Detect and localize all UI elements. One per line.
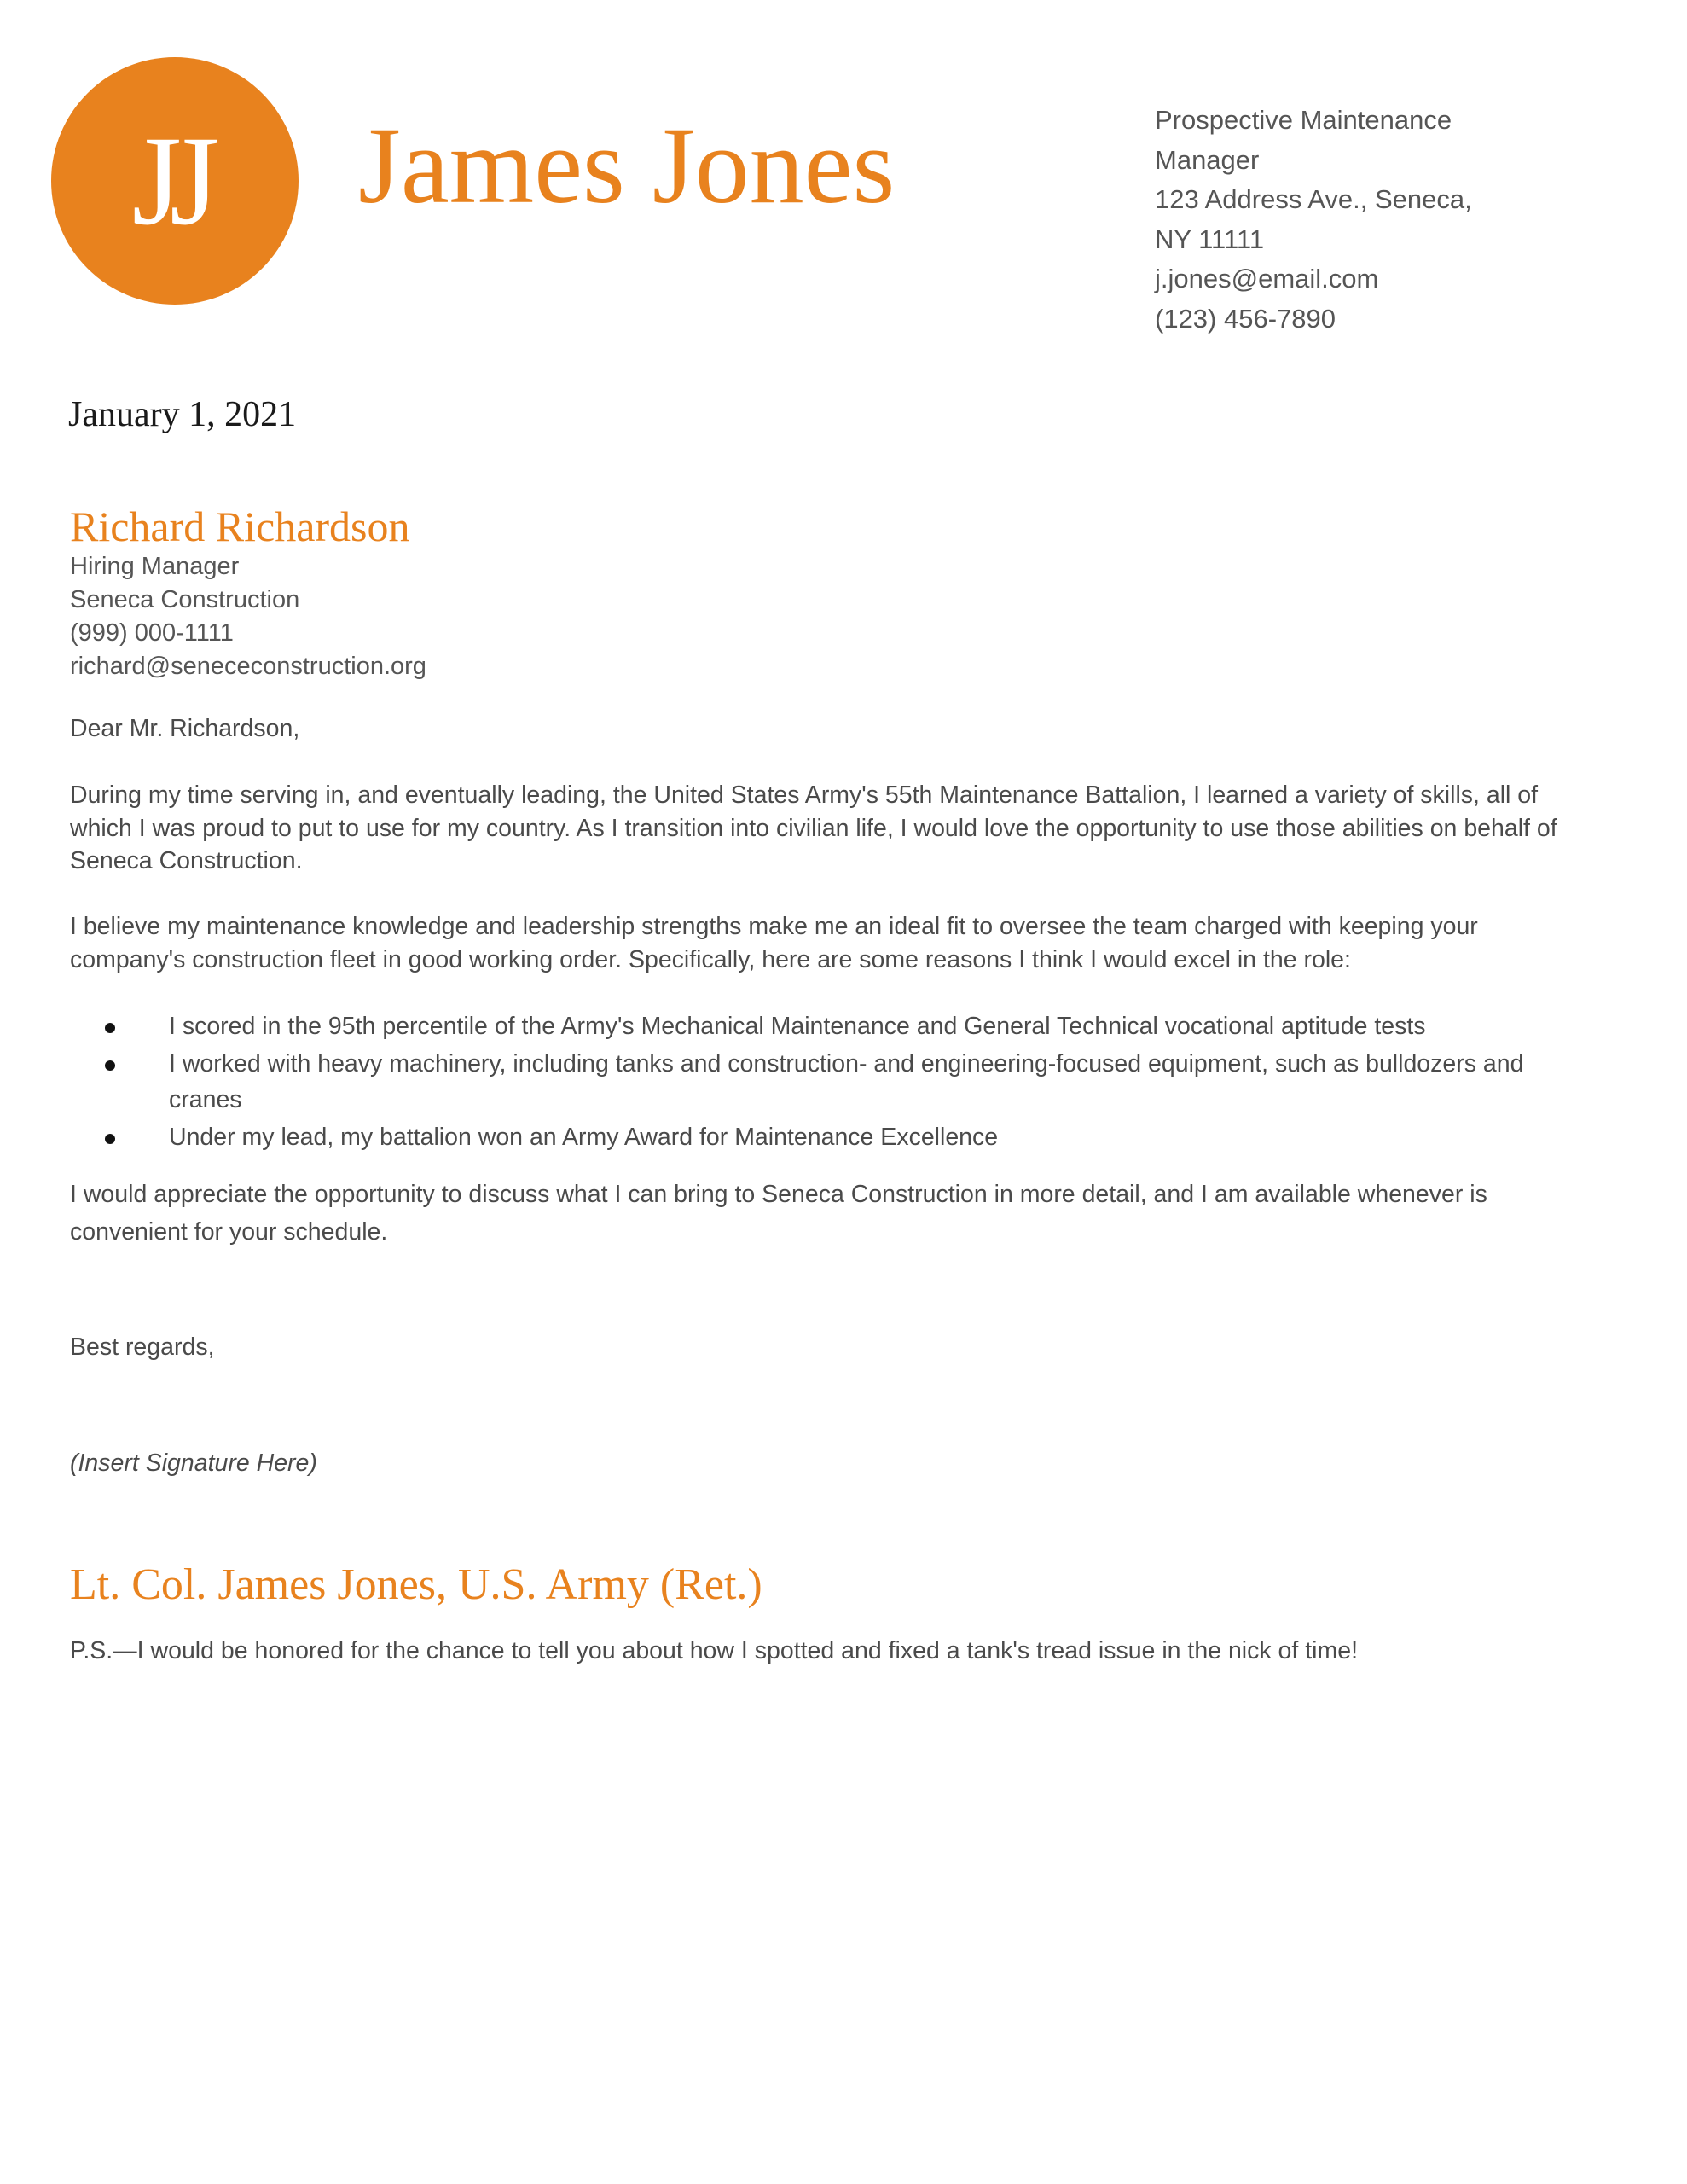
bullet-item-continued: cranes — [169, 1086, 242, 1113]
sender-name: James Jones — [358, 105, 896, 226]
monogram-initials: JJ — [131, 110, 208, 252]
recipient-phone: (999) 000-1111 — [70, 619, 234, 647]
paragraph-line: company's construction fleet in good working order. Specifically, here are some reasons I think I would excel in the role: — [70, 946, 1351, 973]
bullet-icon — [105, 1134, 115, 1144]
closing: Best regards, — [70, 1333, 215, 1361]
contact-email: j.jones@email.com — [1155, 264, 1379, 294]
signature-placeholder: (Insert Signature Here) — [70, 1449, 317, 1477]
bullet-item: I scored in the 95th percentile of the Army's Mechanical Maintenance and General Technical vocational aptitude tests — [169, 1013, 1426, 1040]
monogram-badge — [51, 57, 299, 305]
letter-date: January 1, 2021 — [68, 395, 297, 434]
contact-line: Manager — [1155, 144, 1260, 175]
recipient-details — [70, 550, 426, 683]
bullet-item: Under my lead, my battalion won an Army Award for Maintenance Excellence — [169, 1124, 999, 1151]
salutation: Dear Mr. Richardson, — [70, 715, 300, 742]
contact-line: 123 Address Ave., Seneca, — [1155, 184, 1472, 215]
contact-line: NY 11111 — [1155, 224, 1265, 254]
contact-phone: (123) 456-7890 — [1155, 303, 1336, 334]
paragraph-line: I believe my maintenance knowledge and leadership strengths make me an ideal fit to oversee the team charged with keeping your — [70, 913, 1478, 940]
recipient-company: Seneca Construction — [70, 586, 300, 613]
bullet-icon — [105, 1023, 115, 1033]
paragraph-line: Seneca Construction. — [70, 847, 303, 874]
signature-name: Lt. Col. James Jones, U.S. Army (Ret.) — [70, 1560, 762, 1609]
postscript: P.S.—I would be honored for the chance to tell you about how I spotted and fixed a tank's tread issue in the nick of time! — [70, 1637, 1358, 1664]
recipient-title: Hiring Manager — [70, 553, 240, 580]
contact-line: Prospective Maintenance — [1155, 105, 1452, 135]
paragraph-line: I would appreciate the opportunity to discuss what I can bring to Seneca Construction in more detail, and I am available whenever is — [70, 1181, 1487, 1208]
recipient-email: richard@senececonstruction.org — [70, 653, 426, 680]
bullet-item: I worked with heavy machinery, including tanks and construction- and engineering-focused equipment, such as bulldozers and — [169, 1050, 1524, 1077]
bullet-icon — [105, 1060, 115, 1071]
sender-contact — [1155, 101, 1472, 340]
paragraph-line: During my time serving in, and eventually leading, the United States Army's 55th Maintenance Battalion, I learned a variety of skills, all of — [70, 781, 1539, 809]
paragraph-line: convenient for your schedule. — [70, 1218, 388, 1246]
paragraph-line: which I was proud to put to use for my country. As I transition into civilian life, I would love the opportunity to use those abilities on behalf of — [70, 815, 1557, 842]
recipient-name: Richard Richardson — [70, 502, 410, 550]
